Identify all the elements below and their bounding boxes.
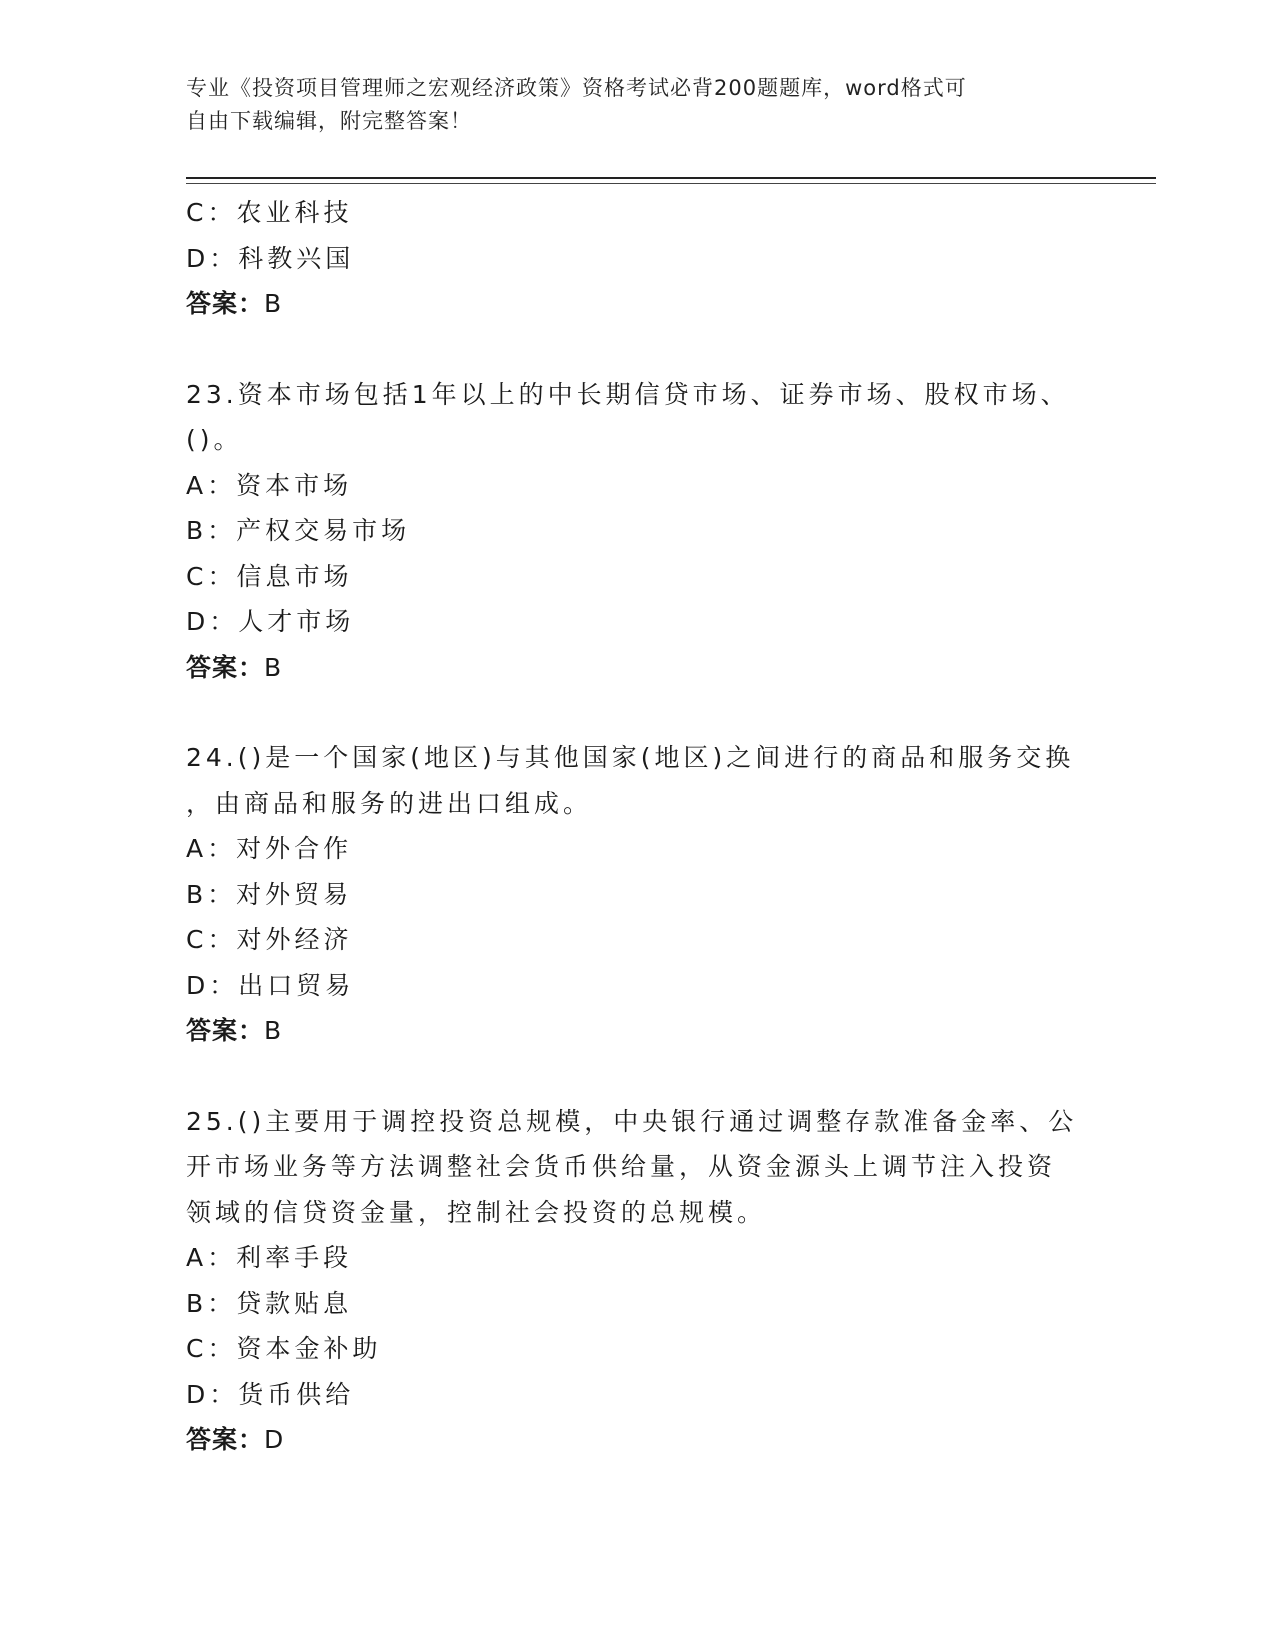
option-a: A：资本市场 xyxy=(186,470,353,500)
answer-value: D xyxy=(264,1425,285,1454)
answer-line xyxy=(186,1417,1086,1463)
question-stem: 24.()是一个国家(地区)与其他国家(地区)之间进行的商品和服务交换 xyxy=(186,743,1075,772)
question-stem: ()。 xyxy=(186,425,243,454)
answer-value: B xyxy=(264,652,283,682)
option-d: D：货币供给 xyxy=(186,1379,355,1409)
option-c: C：对外经济 xyxy=(186,925,353,954)
option-d: D：科教兴国 xyxy=(186,243,355,273)
header-rule-thin xyxy=(186,183,1156,184)
answer-value: B xyxy=(264,289,283,318)
question-stem: ，由商品和服务的进出口组成。 xyxy=(186,788,593,818)
question-stem: 25.()主要用于调控投资总规模，中央银行通过调整存款准备金率、公 xyxy=(186,1106,1078,1136)
option-d: D：人才市场 xyxy=(186,607,355,636)
answer-line xyxy=(186,645,1086,691)
question-stem: 领域的信贷资金量，控制社会投资的总规模。 xyxy=(186,1197,767,1227)
question-fragment xyxy=(186,190,1086,327)
answer-value: B xyxy=(264,1016,283,1045)
option-c: C：资本金补助 xyxy=(186,1334,382,1363)
question-stem: 23.资本市场包括1年以上的中长期信贷市场、证券市场、股权市场、 xyxy=(186,379,1070,409)
question-23 xyxy=(186,372,1086,691)
answer-label: 答案： xyxy=(186,1016,265,1045)
question-25 xyxy=(186,1099,1086,1463)
header-rule xyxy=(186,177,1156,179)
question-list xyxy=(186,190,1086,1463)
option-b: B：对外贸易 xyxy=(186,879,353,909)
option-c: C：农业科技 xyxy=(186,198,353,227)
answer-label: 答案： xyxy=(186,652,265,682)
header-line-2: 自由下载编辑，附完整答案！ xyxy=(186,109,472,133)
answer-label: 答案： xyxy=(186,289,265,318)
answer-line xyxy=(186,1008,1086,1054)
question-24 xyxy=(186,735,1086,1054)
header-line-1: 专业《投资项目管理师之宏观经济政策》资格考试必背200题题库，word格式可 xyxy=(186,76,967,100)
option-c: C：信息市场 xyxy=(186,561,353,591)
option-b: B：产权交易市场 xyxy=(186,516,411,545)
page-header xyxy=(186,72,1086,138)
option-b: B：贷款贴息 xyxy=(186,1288,353,1318)
answer-label: 答案： xyxy=(186,1425,265,1454)
option-a: A：利率手段 xyxy=(186,1243,353,1272)
option-a: A：对外合作 xyxy=(186,834,353,863)
answer-line xyxy=(186,281,1086,327)
option-d: D：出口贸易 xyxy=(186,970,355,1000)
question-stem: 开市场业务等方法调整社会货币供给量，从资金源头上调节注入投资 xyxy=(186,1152,1057,1181)
